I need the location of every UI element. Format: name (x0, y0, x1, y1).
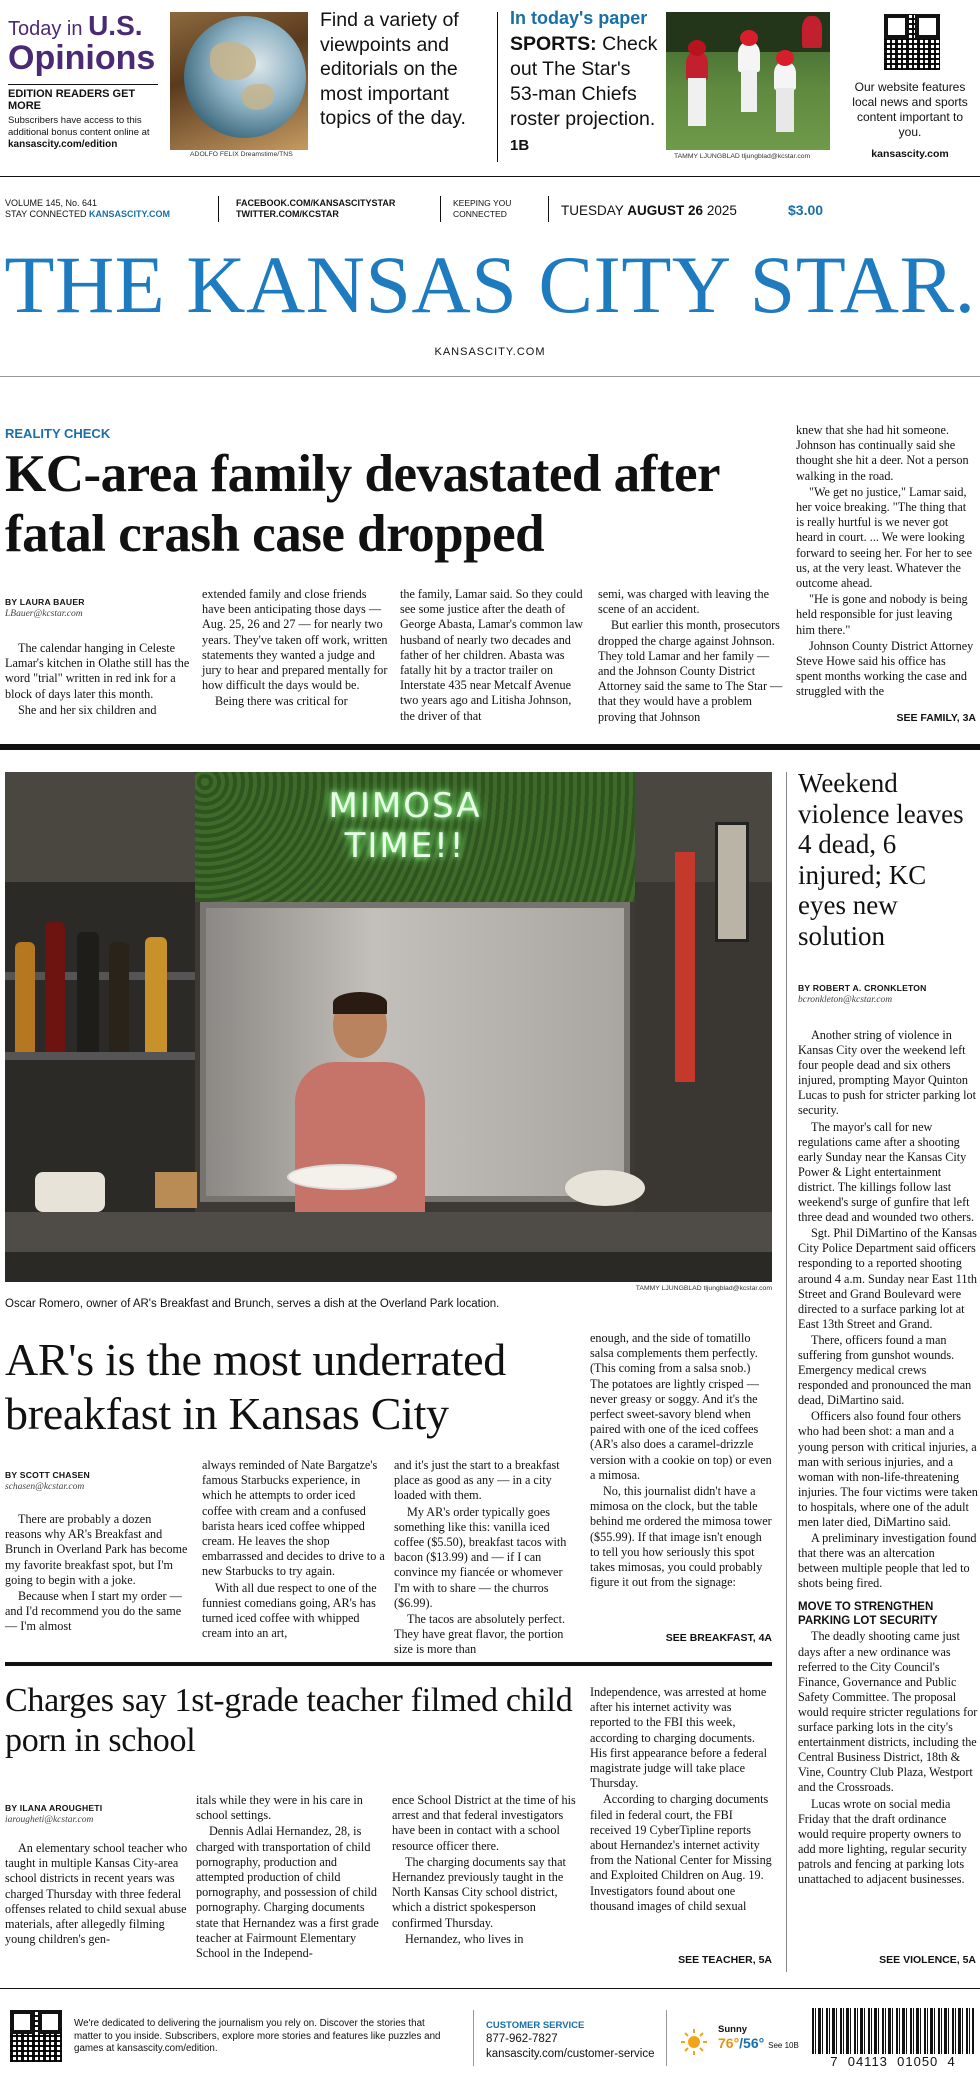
footer-rule (0, 1988, 980, 1989)
keeping-connected: KEEPING YOU CONNECTED (453, 198, 512, 219)
customer-service-label: CUSTOMER SERVICE (486, 2020, 585, 2031)
in-todays-paper-label: In today's paper (510, 8, 648, 28)
story3-headline[interactable]: Charges say 1st-grade teacher filmed child porn in school (5, 1682, 573, 1759)
story3-email[interactable]: iarougheti@kcstar.com (5, 1815, 94, 1825)
mimosa-restaurant-photo (5, 772, 772, 1282)
neon-sign: MIMOSA TIME!! (328, 786, 482, 866)
photo-caption: Oscar Romero, owner of AR's Breakfast and Brunch, serves a dish at the Overland Park location. (5, 1298, 500, 1310)
footer-promo-text: We're dedicated to delivering the journalism you rely on. Discover the stories that matter to you inside. Subscribers, explore more stories and features like puzzles and games at kansascity.com/edition. (74, 2018, 441, 2054)
sports-page-ref: 1B (510, 137, 530, 154)
story2-col1: There are probably a dozen reasons why AR's Breakfast and Brunch in Overland Park has become my favorite breakfast spot, but I'm going to begin with a joke. Because when I start my order — and I'd recommend you do the same — I'm almost (5, 1512, 188, 1634)
weather-high: 76° (718, 2035, 740, 2051)
website-link[interactable]: kansascity.com (871, 148, 949, 160)
story4-jump-link[interactable]: SEE VIOLENCE, 5A (879, 1954, 976, 1966)
edition-text: Subscribers have access to this additional bonus content online at (8, 115, 150, 138)
website-qr-code-icon[interactable] (884, 14, 940, 70)
globe-image (170, 12, 308, 150)
story2-headline[interactable]: AR's is the most underrated breakfast in Kansas City (5, 1334, 506, 1439)
footer-divider-1 (473, 2010, 474, 2066)
story4-body: Another string of violence in Kansas City over the weekend left four people dead and six others injured, prompting Mayor Quinton Lucas to push for stricter parking lot security. The mayor's call for new regulations came after a shooting early Sunday near the Kansas City Power & Light entertainment district. The killings follow last weekend's surge of gunfire that left three dead and wounded two others. Sgt. Phil DiMartino of the Kansas City Police Department said officers responding to a reported shooting around 4 a.m. Sunday near East 11th Street and Grand Boulevard were directed to a surface parking lot at East 13th Street and Grand. There, officers found a man suffering from gunshot wounds. Emergency medical crews responded and pronounced the man dead, DiMartino said. Officers also found four others who had been shot: a man and a young person with critical injuries, a man with serious injuries, and a woman with non-life-threatening injuries. The four victims were taken to hospitals, where one of the adult men later died, DiMartino said. A preliminary investigation found that there was an altercation between multiple people that led to shots being fired. MOVE TO STRENGTHEN PARKING LOT SECURITY The deadly shooting came just days after a new ordinance was referred to the City Council's Finance, Governance and Public Safety Committee. The proposal would require stricter regulations for surface parking lots in the city's entertainment districts, including the Central Business District, 18th & Vine, Country Club Plaza, Westport and the Crossroads. Lucas wrote on social media Friday that the draft ordinance would require property owners to add more lighting, regular security patrols and fencing at parking lots unattached to adjacent businesses. (798, 1028, 978, 1886)
story3-col4: Independence, was arrested at home after his internet activity was reported to the FBI this week, according to charging documents. His first appearance before a federal magistrate judge will take place Thursday. According to charging documents filed in federal court, the FBI received 19 CyberTipline reports about Hernandez's internet activity from the National Center for Missing and Exploited Children on Aug. 19. Investigators found about one thousand images of child sexual (590, 1685, 772, 1913)
story3-byline-block (5, 1803, 190, 1825)
weather-see-page: See 10B (768, 2041, 799, 2050)
photo-credit: TAMMY LJUNGBLAD tljungblad@kcstar.com (635, 1285, 772, 1292)
edition-readers-label: READERS GET MORE (8, 88, 136, 112)
story2-col3: and it's just the start to a breakfast place as good as any — in a city loaded with them. My AR's order typically goes something like this: vanilla iced coffee ($5.50), breakfast tacos with bacon ($13.99) and — if I can convince my fiancée or whomever I'm with to share — the churros ($6.99). The tacos are absolutely perfect. They have great flavor, the portion size is more than (394, 1458, 567, 1657)
barcode (812, 2008, 974, 2054)
story4-byline-block (798, 983, 976, 1005)
sports-teaser-text: Check out The Star's 53-man Chiefs roster projection. (510, 33, 658, 130)
story1-col2: extended family and close friends have been anticipating those days — Aug. 25, 26 and 27 — for nearly two years. They've taken off work, written statements they wanted a judge and jury to hear and prepared mentally for how difficult the days would be. Being there was critical for (202, 587, 388, 709)
customer-service (486, 2020, 661, 2060)
edition-label: EDITION (8, 88, 53, 100)
dateline-divider-1 (218, 196, 219, 222)
story2-col2: always reminded of Nate Bargatze's famous Starbucks experience, in which he attempts to order iced coffee with cream and a confused barista hears iced coffee whipped cream. He leaves the shop embarrassed and decides to drive to a new Starbucks to try again. With all due respect to one of the funniest comedians going, AR's has turned iced coffee with whipped cream into an art, (202, 1458, 385, 1641)
sports-photo-credit: TAMMY LJUNGBLAD tljungblad@kcstar.com (674, 153, 811, 160)
teaser-divider (497, 12, 498, 162)
story1-email[interactable]: LBauer@kcstar.com (5, 609, 83, 619)
section-rule-2 (5, 1662, 772, 1666)
customer-service-phone[interactable]: 877-962-7827 (486, 2033, 558, 2045)
story3-col2: itals while they were in his care in school settings. Dennis Adlai Hernandez, 28, is charged with transportation of child pornography, production and attempted production of child pornography, and possession of child pornography. Charging documents state that Hernandez was a first grade teacher at Fairmount Elementary School in the Independ- (196, 1793, 379, 1961)
globe-teaser-text[interactable]: Find a variety of viewpoints and editorials on the most important topics of the day. (320, 9, 466, 129)
globe-credit: ADOLFO FELIX Dreamstime/TNS (190, 151, 293, 158)
story1-byline-block (5, 597, 190, 619)
masthead-url[interactable]: KANSASCITY.COM (434, 346, 546, 358)
customer-service-link[interactable]: kansascity.com/customer-service (486, 2048, 655, 2060)
story2-byline: BY SCOTT CHASEN (5, 1470, 90, 1480)
story3-col3: ence School District at the time of his arrest and that federal investigators have been in contact with a school resource officer there. The charging documents say that Hernandez previously taught in the North Kansas City school district, which a district spokesperson confirmed Thursday. Hernandez, who lives in (392, 1793, 576, 1946)
top-rule (0, 176, 980, 177)
dateline-divider-2 (440, 196, 441, 222)
opinions-label: Opinions (8, 39, 156, 77)
story1-col4: semi, was charged with leaving the scene of an accident. But earlier this month, prosecutors dropped the charge against Johnson. They told Lamar and her family — and the Johnson County District Attorney said the same to The Star — that they would have a problem proving that Johnson (598, 587, 783, 724)
story1-kicker: REALITY CHECK (5, 426, 111, 441)
story4-headline[interactable]: Weekend violence leaves 4 dead, 6 injured; KC eyes new solution (798, 768, 964, 951)
volume-info (5, 198, 170, 220)
story1-jump-link[interactable]: SEE FAMILY, 3A (896, 712, 976, 724)
issue-price: $3.00 (788, 202, 824, 218)
issue-month-day: AUGUST 26 (627, 203, 704, 218)
teaser-sports[interactable] (510, 8, 660, 158)
section-rule-1 (0, 744, 980, 750)
masthead-title[interactable]: THE KANSAS CITY STAR. (4, 239, 976, 330)
story4-subhead: MOVE TO STRENGTHEN PARKING LOT SECURITY (798, 1601, 938, 1628)
social-links (236, 198, 395, 220)
weather-low: /56° (739, 2035, 765, 2051)
story2-byline-block (5, 1470, 190, 1492)
volume-number: VOLUME 145, No. 641 (5, 198, 98, 208)
dateline-divider-3 (548, 196, 549, 222)
story2-email[interactable]: schasen@kcstar.com (5, 1482, 85, 1492)
stay-connected-label: STAY CONNECTED (5, 209, 87, 219)
us-label: U.S. (88, 10, 143, 41)
weather-sun-icon (680, 2028, 708, 2056)
footer-qr-code-icon[interactable] (10, 2010, 62, 2062)
website-teaser-text: Our website features local news and sports content important to you. (852, 80, 968, 139)
issue-day: TUESDAY (561, 203, 624, 218)
story1-col1: The calendar hanging in Celeste Lamar's kitchen in Olathe still has the word "trial" written in red ink for a block of days later this month. She and her six children and (5, 641, 190, 717)
weather (718, 2024, 808, 2051)
story3-col1: An elementary school teacher who taught in multiple Kansas City-area school districts in recent years was charged Thursday with three federal offenses related to child sexual abuse materials, after allegedly filming young children's gen- (5, 1841, 188, 1947)
story1-byline: BY LAURA BAUER (5, 597, 85, 607)
teaser-opinions[interactable] (8, 10, 158, 160)
chiefs-players-image (666, 12, 830, 150)
right-column-divider (786, 772, 787, 1972)
facebook-link[interactable]: FACEBOOK.COM/KANSASCITYSTAR (236, 198, 396, 208)
issue-date (561, 203, 737, 218)
sports-label: SPORTS: (510, 33, 597, 55)
story1-col3: the family, Lamar said. So they could see some justice after the death of George Abasta, Lamar's common law husband of nearly two decades and father of her children. Abasta was fatally hit by a tractor trailer on Interstate 435 near Metcalf Avenue two years ago and Litisha Johnson, the driver of that (400, 587, 584, 723)
story2-col4: enough, and the side of tomatillo salsa complements them perfectly. (This coming from a salsa snob.) The potatoes are lightly crisped — never greasy or soggy. And it's the perfect sweet-savory blend when paired with one of the iced coffees (AR's also does a caramel-drizzle version with a cookie on top) or even a mimosa. No, this journalist didn't have a mimosa on the clock, but the table behind me ordered the mimosa tower ($55.99). If that image isn't enough to tell you how seriously this spot takes mimosas, you could probably figure it out from the signage: (590, 1331, 772, 1590)
today-in-label: Today in U.S. (8, 10, 143, 41)
story3-byline: BY ILANA AROUGHETI (5, 1803, 103, 1813)
issue-year: 2025 (706, 203, 737, 218)
story3-jump-link[interactable]: SEE TEACHER, 5A (678, 1954, 772, 1966)
weather-condition: Sunny (718, 2024, 748, 2035)
twitter-link[interactable]: TWITTER.COM/KCSTAR (236, 209, 339, 219)
story4-email[interactable]: bcronkleton@kcstar.com (798, 995, 893, 1005)
story1-headline[interactable]: KC-area family devastated after fatal crash case dropped (5, 445, 720, 563)
barcode-number: 7 04113 01050 4 (830, 2054, 956, 2069)
footer-divider-2 (666, 2010, 667, 2066)
story2-jump-link[interactable]: SEE BREAKFAST, 4A (665, 1632, 772, 1644)
story4-byline: BY ROBERT A. CRONKLETON (798, 983, 927, 993)
site-link[interactable]: KANSASCITY.COM (89, 209, 171, 219)
edition-link[interactable]: kansascity.com/edition (8, 139, 118, 150)
story1-col5: knew that she had hit someone. Johnson has continually said she thought she hit a deer. Not a person walking in the road. "We get no justice," Lamar said, her voice breaking. "The thing that is really hurtful is we never got heard in court. ... We were looking forward to seeing her. For her to see us, at the very least. Whatever the outcome ahead. "He is gone and nobody is being held responsible for just leaving him there." Johnson County District Attorney Steve Howe said his office has spent months working the case and struggled with the (796, 423, 974, 699)
masthead-rule (0, 376, 980, 377)
plate (287, 1164, 397, 1190)
